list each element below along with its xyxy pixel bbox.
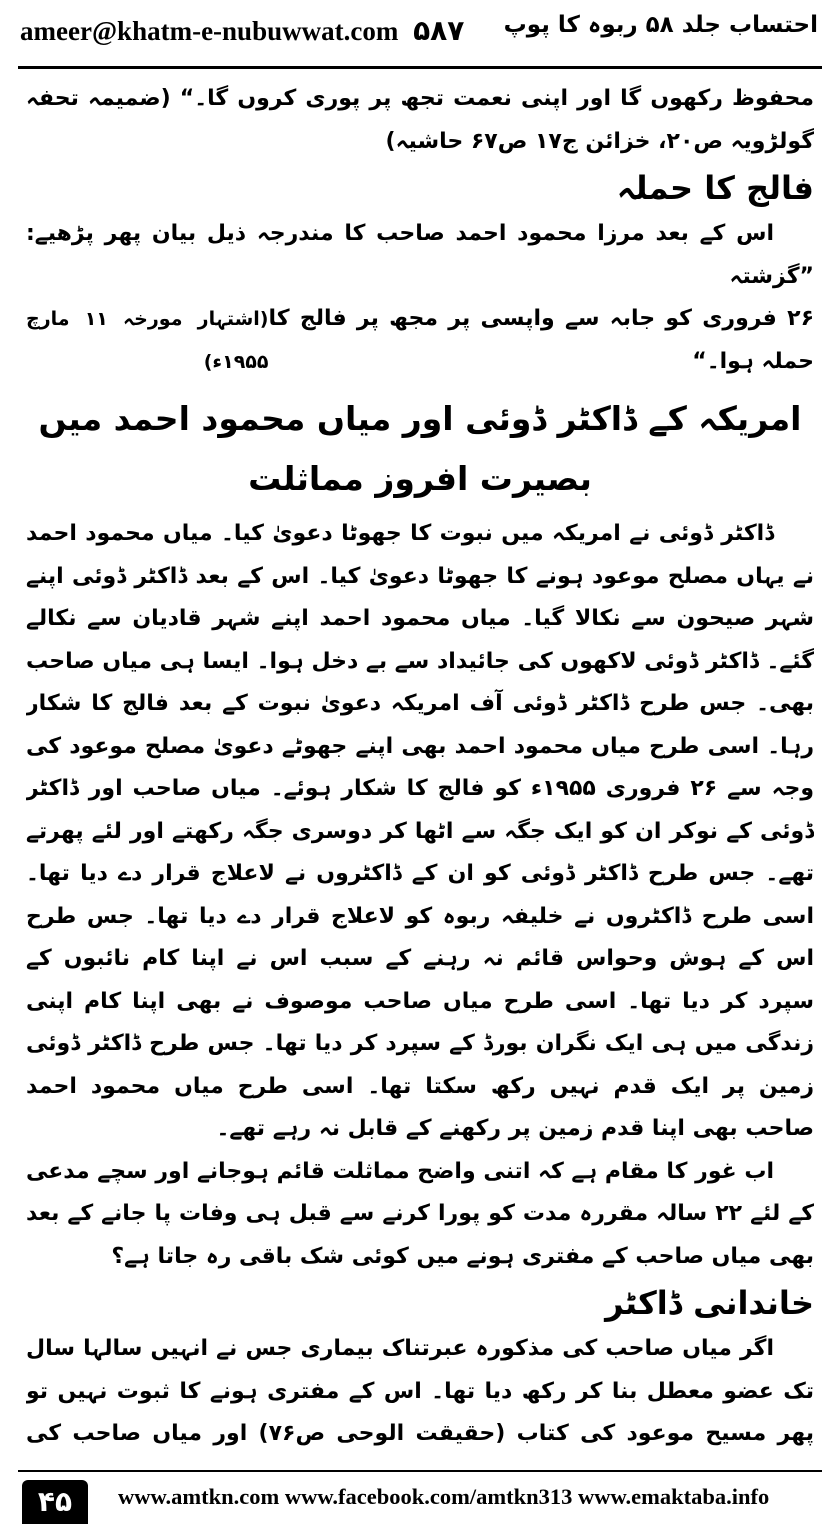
statement-reference: (اشتہار مورخہ ۱۱ مارچ ۱۹۵۵ء) xyxy=(26,308,269,373)
paragraph-reflection: اب غور کا مقام ہے کہ اتنی واضح مماثلت قائم ہوجانے اور سچے مدعی کے لئے ۲۲ سالہ مقررہ مدت کو پورا کرنے سے قبل ہی وفات پا جانے کے بعد بھی میاں صاحب کے مفتری ہونے میں کوئی شک باقی رہ جاتا ہے؟ xyxy=(26,1158,814,1269)
footer-rule xyxy=(18,1470,822,1472)
heading-dowie-comparison: امریکہ کے ڈاکٹر ڈوئی اور میاں محمود احمد میں بصیرت افروز مماثلت xyxy=(38,399,802,498)
statement-line: اس کے بعد مرزا محمود احمد صاحب کا مندرجہ ذیل بیان پھر پڑھیے: ”گزشتہ xyxy=(26,221,814,289)
statement-quote: ۲۶ فروری کو جابہ سے واپسی پر مجھ پر فالج کا حملہ ہوا۔“ xyxy=(268,306,814,374)
quote-line: محفوظ رکھوں گا اور اپنی نعمت تجھ پر پوری کروں گا۔“ (ضمیمہ تحفہ گولڑویہ ص۲۰، خزائن ج۱۷ ص۶۷ حاشیہ) xyxy=(26,86,814,154)
header-volume-title: احتساب جلد ۵۸ ربوہ کا پوپ xyxy=(503,12,818,38)
header-rule xyxy=(18,66,822,69)
paragraph-family-doctor: اگر میاں صاحب کی مذکورہ عبرتناک بیماری جس نے انہیں سالہا سال تک عضو معطل بنا کر رکھ دیا تھا۔ اس کے مفتری ہونے کا ثبوت نہیں تو پھر مسیح موعود کی کتاب (حقیقت الوحی ص۷۶) اور میاں صاحب کی xyxy=(26,1336,814,1446)
page-footer xyxy=(0,1466,840,1540)
page-body xyxy=(26,78,814,1460)
header-page-number: ۵۸۷ xyxy=(413,14,465,47)
footer-page-number: ۴۵ xyxy=(22,1480,88,1524)
header-left xyxy=(20,14,464,47)
header-email: ameer@khatm-e-nubuwwat.com xyxy=(20,16,399,46)
footer-urls: www.amtkn.com www.facebook.com/amtkn313 www.emaktaba.info xyxy=(118,1484,770,1509)
statement-row xyxy=(26,298,814,383)
paragraph-comparison: ڈاکٹر ڈوئی نے امریکہ میں نبوت کا جھوٹا دعویٰ کیا۔ میاں محمود احمد نے یہاں مصلح موعود ہونے کا جھوٹا دعویٰ کیا۔ اس کے بعد ڈاکٹر ڈوئی اپنے شہر صیحون سے نکالا گیا۔ میاں محمود احمد اپنے شہر قادیان سے نکالے گئے۔ ڈاکٹر ڈوئی لاکھوں کی جائیداد سے بے دخل ہوا۔ ایسا ہی میاں صاحب بھی۔ جس طرح ڈاکٹر ڈوئی آف امریکہ دعویٰ نبوت کے بعد فالج کا شکار رہا۔ اسی طرح میاں محمود احمد بھی اپنے جھوٹے دعویٰ مصلح موعود کی وجہ سے ۲۶ فروری ۱۹۵۵ء کو فالج کا شکار ہوئے۔ میاں صاحب اور ڈاکٹر ڈوئی کے نوکر ان کو ایک جگہ سے اٹھا کر دوسری جگہ رکھتے اور لئے پھرتے تھے۔ جس طرح ڈاکٹر ڈوئی کو ان کے ڈاکٹروں نے لاعلاج قرار دے دیا تھا۔ اسی طرح ڈاکٹروں نے خلیفہ ربوہ کو لاعلاج قرار دے دیا تھا۔ جس طرح اس کے ہوش وحواس قائم نہ رہنے کے سبب اس نے اپنا کام نائبوں کے سپرد کر دیا تھا۔ اسی طرح میاں صاحب موصوف نے بھی اپنا کام اپنی زندگی میں ہی ایک نگران بورڈ کے سپرد کر دیا تھا۔ جس طرح ڈاکٹر ڈوئی زمین پر ایک قدم نہیں رکھ سکتا تھا۔ اسی طرح میاں محمود احمد صاحب بھی اپنا قدم زمین پر رکھنے کے قابل نہ رہے تھے۔ xyxy=(26,521,814,1141)
page-header xyxy=(0,0,840,64)
heading-paralysis-attack: فالج کا حملہ xyxy=(616,169,814,207)
heading-family-doctor: خاندانی ڈاکٹر xyxy=(605,1284,814,1322)
